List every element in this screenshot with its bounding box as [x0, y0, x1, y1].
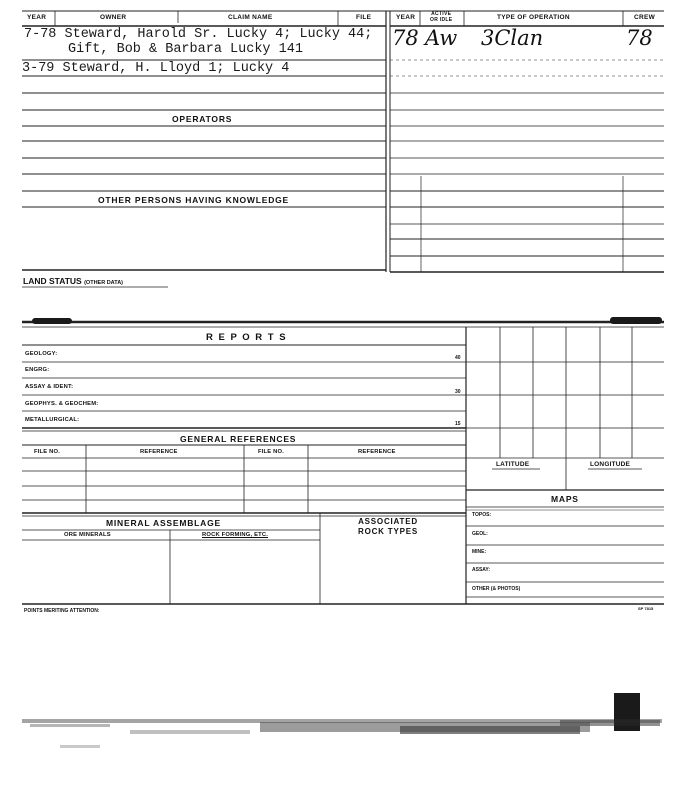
- maps-geol: GEOL:: [472, 531, 488, 537]
- header-year-right: YEAR: [396, 14, 416, 21]
- ref-col-reference-1: REFERENCE: [140, 449, 178, 455]
- owner-entry-3: 3-79 Steward, H. Lloyd 1; Lucky 4: [22, 61, 290, 76]
- report-metallurgical-num: 15: [455, 421, 461, 427]
- other-persons-title: OTHER PERSONS HAVING KNOWLEDGE: [98, 195, 290, 205]
- report-assay-num: 30: [455, 389, 461, 395]
- general-references-title: GENERAL REFERENCES: [180, 434, 297, 444]
- maps-title: MAPS: [551, 494, 579, 504]
- report-geology: GEOLOGY:: [25, 351, 58, 357]
- header-type-of-operation: TYPE OF OPERATION: [497, 14, 570, 21]
- operators-title: OPERATORS: [172, 114, 233, 124]
- maps-mine: MINE:: [472, 549, 487, 555]
- report-engrg: ENGRG:: [25, 367, 50, 373]
- land-status-title: LAND STATUS (OTHER DATA): [23, 276, 123, 286]
- operation-type: 3Clan: [481, 26, 544, 50]
- header-crew: CREW: [634, 14, 656, 21]
- maps-assay: ASSAY:: [472, 567, 491, 573]
- reports-title: R E P O R T S: [206, 332, 288, 343]
- owner-entry-2: Gift, Bob & Barbara Lucky 141: [68, 42, 303, 57]
- ref-col-file-2: FILE NO.: [258, 449, 285, 455]
- maps-other: OTHER (& PHOTOS): [472, 586, 521, 592]
- header-owner: OWNER: [100, 14, 127, 21]
- header-year: YEAR: [27, 14, 47, 21]
- operation-crew: 78: [626, 26, 653, 50]
- report-geophys: GEOPHYS. & GEOCHEM:: [25, 401, 99, 407]
- mineral-col-rock-forming: ROCK FORMING, ETC.: [202, 532, 269, 538]
- maps-topos: TOPOS:: [472, 512, 492, 518]
- associated-rock-types: ASSOCIATED ROCK TYPES: [358, 517, 419, 536]
- mineral-col-ore: ORE MINERALS: [64, 532, 111, 538]
- ref-col-file-1: FILE NO.: [34, 449, 61, 455]
- header-file: FILE: [356, 14, 372, 21]
- latitude-label: LATITUDE: [496, 461, 530, 468]
- points-meriting-attention: POINTS MERITING ATTENTION:: [24, 608, 100, 614]
- report-geology-num: 40: [455, 355, 461, 361]
- ref-col-reference-2: REFERENCE: [358, 449, 396, 455]
- report-assay: ASSAY & IDENT:: [25, 384, 74, 390]
- owner-entry-1: 7-78 Steward, Harold Sr. Lucky 4; Lucky 44;: [24, 27, 373, 42]
- operation-active-idle: Aw: [425, 26, 458, 50]
- header-active-idle: ACTIVE OR IDLE: [430, 11, 453, 23]
- header-claim-name: CLAIM NAME: [228, 14, 273, 21]
- operation-year: 78: [392, 26, 419, 50]
- form-number: SP 7815: [638, 606, 654, 611]
- mineral-assemblage-title: MINERAL ASSEMBLAGE: [106, 518, 221, 528]
- report-metallurgical: METALLURGICAL:: [25, 417, 80, 423]
- longitude-label: LONGITUDE: [590, 461, 631, 468]
